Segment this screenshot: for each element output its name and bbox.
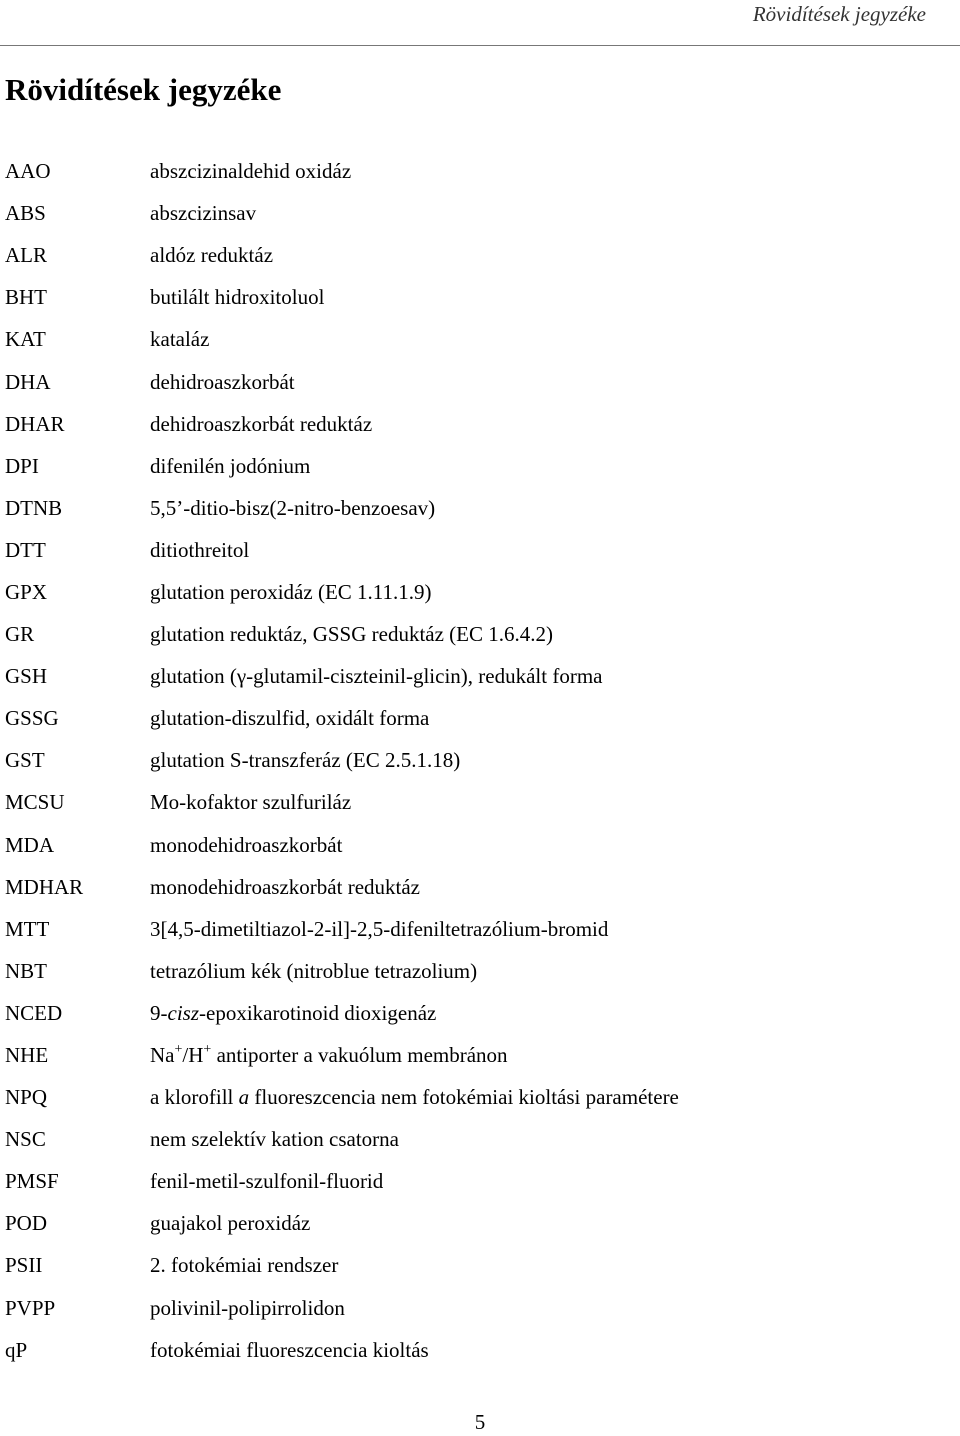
header-divider — [0, 45, 960, 46]
abbreviation-row-pod — [5, 1202, 945, 1244]
abbreviation-definition: abszcizinsav — [150, 201, 257, 226]
abbreviation-definition: glutation (γ-glutamil-ciszteinil-glicin), redukált forma — [150, 664, 603, 689]
abbreviation-definition: polivinil-polipirrolidon — [150, 1295, 345, 1320]
abbreviation-term: GPX — [5, 579, 48, 604]
abbreviation-row-abs — [5, 192, 945, 234]
abbreviation-row-dtnb — [5, 487, 945, 529]
abbreviation-term: MDHAR — [5, 874, 84, 899]
abbreviation-row-mcsu — [5, 781, 945, 823]
abbreviation-row-kat — [5, 318, 945, 360]
abbreviation-definition: aldóz reduktáz — [150, 243, 274, 268]
abbreviation-definition: kataláz — [150, 327, 210, 352]
abbreviation-row-pmsf — [5, 1160, 945, 1202]
abbreviation-term: GST — [5, 748, 45, 773]
definition-text: fluoreszcencia nem fotokémiai kioltási paramétere — [249, 1085, 679, 1110]
abbreviation-term: qP — [5, 1337, 28, 1362]
abbreviation-row-npq — [5, 1076, 945, 1118]
abbreviation-row-bht — [5, 276, 945, 318]
abbreviation-row-gpx — [5, 571, 945, 613]
abbreviation-term: NHE — [5, 1043, 49, 1068]
abbreviation-definition: glutation-diszulfid, oxidált forma — [150, 706, 430, 731]
abbreviation-definition — [150, 1041, 508, 1069]
abbreviation-term: NSC — [5, 1127, 46, 1152]
definition-italic-text: cisz — [167, 1000, 199, 1025]
abbreviation-definition: 2. fotokémiai rendszer — [150, 1253, 339, 1278]
abbreviation-row-psii — [5, 1244, 945, 1286]
abbreviation-definition: tetrazólium kék (nitroblue tetrazolium) — [150, 958, 478, 983]
abbreviation-term: NCED — [5, 1000, 63, 1025]
abbreviation-term: GSSG — [5, 706, 59, 731]
abbreviation-term: AAO — [5, 159, 51, 184]
abbreviation-definition: dehidroaszkorbát reduktáz — [150, 411, 373, 436]
abbreviation-term: ALR — [5, 243, 47, 268]
page-title: Rövidítések jegyzéke — [5, 72, 282, 107]
abbreviation-term: KAT — [5, 327, 46, 352]
abbreviation-row-dpi — [5, 445, 945, 487]
abbreviation-row-dhar — [5, 403, 945, 445]
abbreviation-term: PVPP — [5, 1295, 56, 1320]
definition-text: /H — [182, 1043, 204, 1068]
abbreviation-definition — [150, 1083, 679, 1111]
abbreviation-row-gsh — [5, 655, 945, 697]
abbreviation-row-gr — [5, 613, 945, 655]
abbreviation-term: NPQ — [5, 1085, 48, 1110]
abbreviation-term: MCSU — [5, 790, 65, 815]
abbreviation-row-pvpp — [5, 1287, 945, 1329]
abbreviation-term: DPI — [5, 453, 39, 478]
abbreviation-term: DHA — [5, 369, 51, 394]
running-header: Rövidítések jegyzéke — [752, 2, 926, 26]
definition-text: 9- — [150, 1000, 168, 1025]
abbreviation-row-gssg — [5, 697, 945, 739]
abbreviation-term: DTNB — [5, 495, 63, 520]
abbreviation-definition: ditiothreitol — [150, 537, 250, 562]
abbreviation-term: POD — [5, 1211, 48, 1236]
abbreviation-definition: monodehidroaszkorbát — [150, 832, 343, 857]
abbreviation-term: PMSF — [5, 1169, 59, 1194]
abbreviation-definition: Mo-kofaktor szulfuriláz — [150, 790, 352, 815]
abbreviation-term: GR — [5, 622, 35, 647]
abbreviation-row-nhe — [5, 1034, 945, 1076]
abbreviation-definition: nem szelektív kation csatorna — [150, 1127, 399, 1152]
abbreviation-term: DTT — [5, 537, 46, 562]
page-number: 5 — [474, 1410, 486, 1434]
abbreviation-term: BHT — [5, 285, 47, 310]
abbreviation-definition: 3[4,5-dimetiltiazol-2-il]-2,5-difeniltetrazólium-bromid — [150, 916, 609, 941]
abbreviation-term: MDA — [5, 832, 55, 857]
abbreviation-definition: 5,5’-ditio-bisz(2-nitro-benzoesav) — [150, 495, 436, 520]
abbreviation-row-dtt — [5, 529, 945, 571]
abbreviation-term: DHAR — [5, 411, 65, 436]
definition-text: antiporter a vakuólum membránon — [211, 1043, 508, 1068]
abbreviation-term: GSH — [5, 664, 48, 689]
abbreviation-definition: dehidroaszkorbát — [150, 369, 295, 394]
definition-text: a klorofill — [150, 1085, 239, 1110]
abbreviation-definition: guajakol peroxidáz — [150, 1211, 311, 1236]
abbreviation-definition: monodehidroaszkorbát reduktáz — [150, 874, 420, 899]
abbreviation-row-dha — [5, 360, 945, 402]
definition-text: Na — [150, 1043, 175, 1068]
abbreviation-definition: fenil-metil-szulfonil-fluorid — [150, 1169, 384, 1194]
abbreviation-term: ABS — [5, 201, 46, 226]
abbreviation-row-qp — [5, 1329, 945, 1371]
abbreviation-term: NBT — [5, 958, 47, 983]
abbreviation-definition — [150, 999, 436, 1027]
abbreviation-row-gst — [5, 739, 945, 781]
abbreviation-row-mtt — [5, 908, 945, 950]
abbreviation-definition: butilált hidroxitoluol — [150, 285, 325, 310]
abbreviation-row-nced — [5, 992, 945, 1034]
abbreviation-row-aao — [5, 150, 945, 192]
abbreviation-row-nbt — [5, 950, 945, 992]
abbreviation-definition: difenilén jodónium — [150, 453, 311, 478]
abbreviation-row-nsc — [5, 1118, 945, 1160]
abbreviation-definition: abszcizinaldehid oxidáz — [150, 159, 352, 184]
abbreviation-row-mdhar — [5, 866, 945, 908]
abbreviation-row-mda — [5, 824, 945, 866]
abbreviation-definition: glutation peroxidáz (EC 1.11.1.9) — [150, 579, 432, 604]
abbreviation-row-alr — [5, 234, 945, 276]
abbreviation-definition: glutation reduktáz, GSSG reduktáz (EC 1.6.4.2) — [150, 622, 553, 647]
abbreviation-definition: fotokémiai fluoreszcencia kioltás — [150, 1337, 429, 1362]
superscript-plus: + — [203, 1042, 212, 1058]
superscript-plus: + — [174, 1042, 183, 1058]
definition-text: -epoxikarotinoid dioxigenáz — [199, 1000, 437, 1025]
abbreviation-term: PSII — [5, 1253, 43, 1278]
abbreviation-list — [5, 150, 945, 1371]
abbreviation-term: MTT — [5, 916, 50, 941]
abbreviation-definition: glutation S-transzferáz (EC 2.5.1.18) — [150, 748, 461, 773]
definition-italic-text: a — [238, 1085, 250, 1110]
